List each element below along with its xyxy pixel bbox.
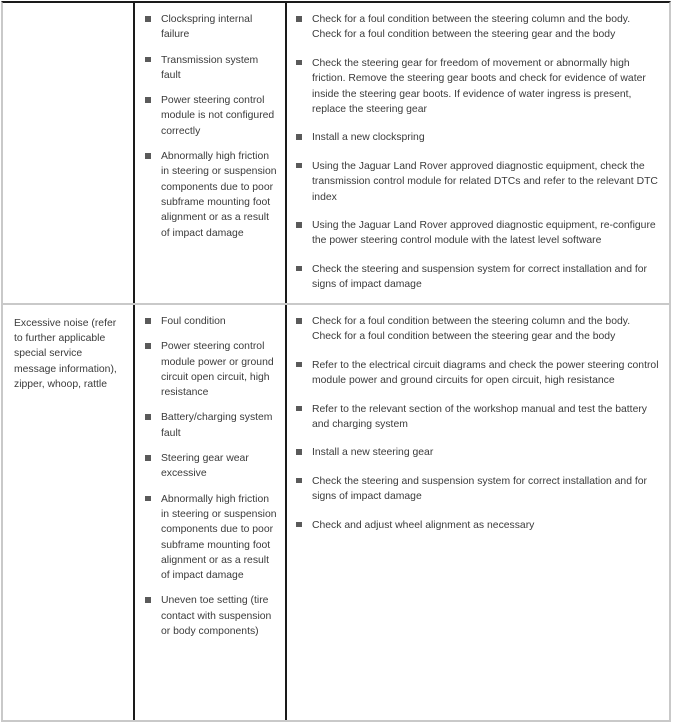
diagnostic-table	[1, 1, 671, 722]
square-bullet-icon	[296, 522, 302, 528]
square-bullet-icon	[296, 449, 302, 455]
cause-text: Abnormally high friction in steering or suspension components due to poor subframe mounting foot alignment or as a result of impact damage	[161, 493, 277, 582]
list-item	[144, 339, 277, 400]
cause-list	[144, 12, 277, 241]
list-item	[296, 445, 661, 460]
square-bullet-icon	[145, 57, 151, 63]
square-bullet-icon	[296, 406, 302, 412]
square-bullet-icon	[145, 153, 151, 159]
cause-text: Power steering control module power or ground circuit open circuit, high resistance	[161, 341, 274, 399]
list-item	[144, 492, 277, 584]
list-item	[296, 358, 661, 389]
square-bullet-icon	[145, 455, 151, 461]
list-item	[144, 314, 277, 329]
cause-list	[144, 314, 277, 639]
action-list	[296, 12, 661, 293]
list-item	[296, 218, 661, 249]
possible-cause-cell	[133, 305, 285, 720]
square-bullet-icon	[296, 362, 302, 368]
list-item	[144, 53, 277, 84]
list-item	[296, 518, 661, 533]
cause-text: Uneven toe setting (tire contact with suspension or body components)	[161, 595, 272, 638]
cause-text: Clockspring internal failure	[161, 14, 253, 41]
symptom-text	[12, 12, 125, 14]
list-item	[296, 402, 661, 433]
list-item	[144, 149, 277, 241]
square-bullet-icon	[296, 60, 302, 66]
action-text: Refer to the electrical circuit diagrams and check the power steering control module power and ground circuits for open circuit, high resistance	[312, 359, 659, 387]
cause-text: Transmission system fault	[161, 54, 259, 81]
action-text: Check the steering and suspension system for correct installation and for signs of impact damage	[312, 475, 647, 503]
list-item	[144, 12, 277, 43]
square-bullet-icon	[296, 318, 302, 324]
action-text: Refer to the relevant section of the workshop manual and test the battery and charging system	[312, 403, 648, 431]
cause-text: Steering gear wear excessive	[161, 453, 249, 480]
possible-cause-cell	[133, 3, 285, 303]
action-text: Check and adjust wheel alignment as necessary	[312, 519, 535, 531]
action-text: Check for a foul condition between the steering column and the body. Check for a foul condition between the steering gear and the body	[312, 14, 631, 41]
list-item	[296, 12, 661, 43]
list-item	[144, 410, 277, 441]
list-item	[144, 93, 277, 139]
symptom-cell	[3, 305, 133, 720]
square-bullet-icon	[296, 266, 302, 272]
list-item	[296, 474, 661, 505]
action-text: Install a new clockspring	[312, 132, 425, 144]
list-item	[296, 159, 661, 205]
action-text: Check the steering and suspension system for correct installation and for signs of impact damage	[312, 263, 647, 291]
table-row	[3, 303, 669, 720]
action-text: Using the Jaguar Land Rover approved diagnostic equipment, re-configure the power steering control module with the latest level software	[312, 220, 656, 247]
square-bullet-icon	[145, 97, 151, 103]
square-bullet-icon	[296, 16, 302, 22]
square-bullet-icon	[296, 478, 302, 484]
action-text: Using the Jaguar Land Rover approved diagnostic equipment, check the transmission control module for related DTCs and refer to the relevant DTC index	[312, 160, 658, 203]
action-text: Check the steering gear for freedom of movement or abnormally high friction. Remove the steering gear boots and check for evidence of water inside the steering gear boots. If evidence of water ingress is present, replace the steering gear	[312, 57, 646, 116]
list-item	[296, 56, 661, 118]
square-bullet-icon	[145, 16, 151, 22]
square-bullet-icon	[145, 597, 151, 603]
symptom-cell	[3, 3, 133, 303]
action-text: Check for a foul condition between the steering column and the body. Check for a foul condition between the steering gear and the body	[312, 316, 631, 343]
square-bullet-icon	[145, 414, 151, 420]
square-bullet-icon	[145, 343, 151, 349]
symptom-text: Excessive noise (refer to further applicable special service message information), zipper, whoop, rattle	[14, 318, 117, 390]
list-item	[144, 451, 277, 482]
list-item	[296, 130, 661, 145]
square-bullet-icon	[296, 134, 302, 140]
list-item	[296, 314, 661, 345]
square-bullet-icon	[296, 222, 302, 228]
cause-text: Abnormally high friction in steering or suspension components due to poor subframe mounting foot alignment or as a result of impact damage	[161, 151, 277, 239]
square-bullet-icon	[296, 163, 302, 169]
square-bullet-icon	[145, 496, 151, 502]
list-item	[144, 593, 277, 639]
cause-text: Foul condition	[161, 316, 226, 327]
table-row	[3, 3, 669, 303]
action-cell	[285, 305, 669, 720]
action-text: Install a new steering gear	[312, 447, 434, 459]
action-list	[296, 314, 661, 533]
action-cell	[285, 3, 669, 303]
square-bullet-icon	[145, 318, 151, 324]
cause-text: Power steering control module is not configured correctly	[161, 95, 275, 137]
cause-text: Battery/charging system fault	[161, 412, 273, 439]
list-item	[296, 262, 661, 293]
